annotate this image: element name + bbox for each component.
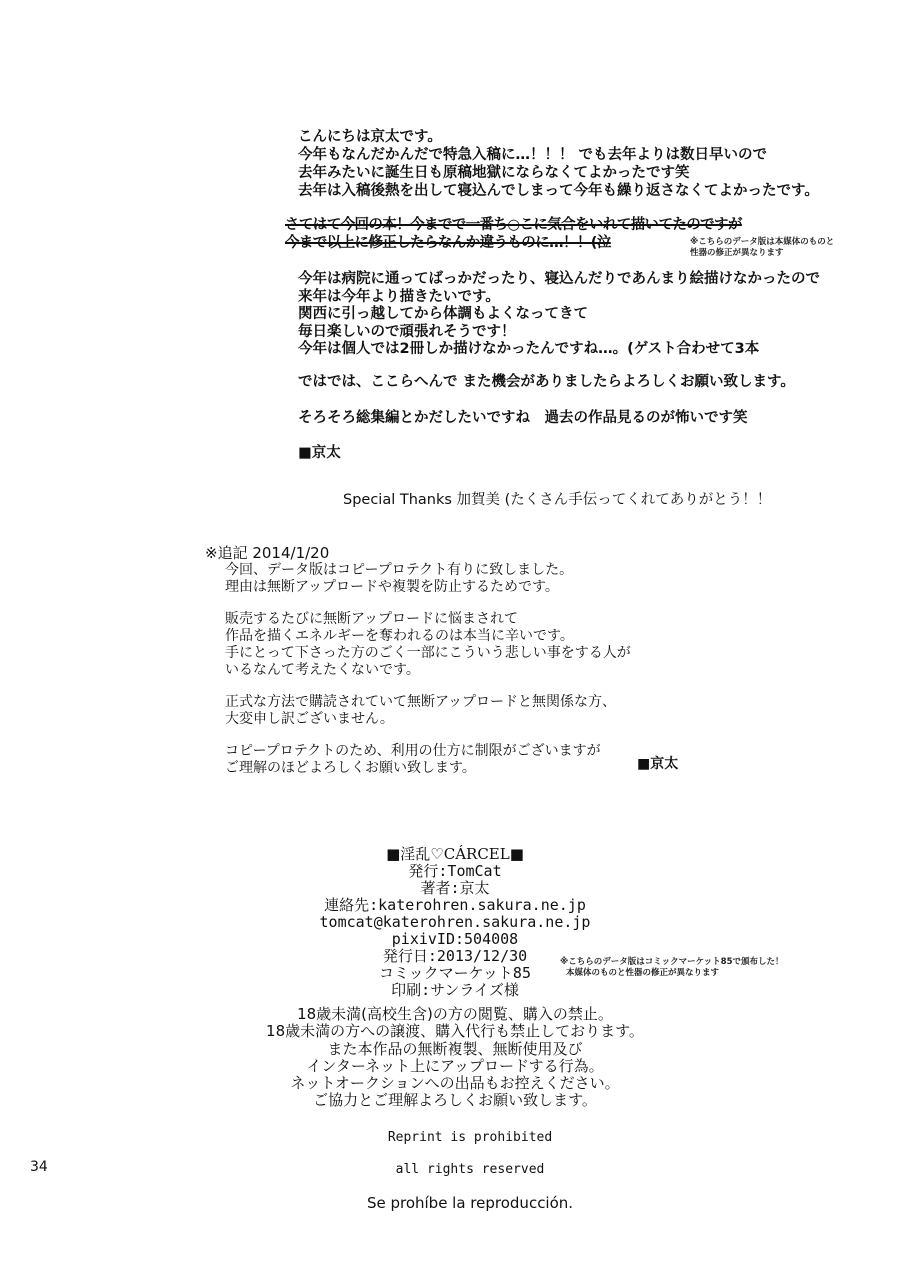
age-warning (200, 1006, 710, 1110)
closing-line: そろそろ総集編とかだしたいですね 過去の作品見るのが怖いです笑 (298, 410, 748, 426)
text-line: さてはて今回の本！今までで一番ち○こに気合をいれて描いてたのですが (285, 217, 742, 233)
text-line: ご理解のほどよろしくお願い致します。 (225, 760, 476, 776)
text-line: 関西に引っ越してから体調もよくなってきて (298, 306, 588, 322)
colophon-line: tomcat@katerohren.sakura.ne.jp (319, 913, 591, 931)
note-line: ※こちらのデータ版は本媒体のものと (690, 237, 835, 247)
text-line: コピープロテクトのため、利用の仕方に制限がございますが (225, 743, 601, 759)
text-line: こんにちは京太です。 (298, 129, 442, 145)
page-number: 34 (30, 1159, 48, 1175)
colophon-line: 発行日:2013/12/30 (382, 947, 528, 965)
text-line: 大変申し訳ございません。 (225, 711, 394, 727)
warning-line: 18歳未満の方への譲渡、購入代行も禁止しております。 (266, 1022, 644, 1041)
colophon-line: 著者:京太 (420, 879, 490, 897)
afterword-intro (298, 128, 819, 200)
text-line: 毎日楽しいので頑張れそうです！ (298, 323, 516, 340)
warning-line: また本作品の無断複製、無断使用及び (327, 1039, 583, 1058)
afterword-body (298, 271, 820, 462)
text-line: 今年は病院に通ってばっかだったり、寝込んだりであんまり絵描けなかったので (298, 271, 820, 287)
note-line: 性器の修正が異なります (690, 248, 784, 258)
colophon-line: 印刷:サンライズ様 (391, 981, 519, 999)
text-line: 来年は今年より描きたいです。 (298, 288, 500, 305)
text-line: 作品を描くエネルギーを奪われるのは本当に辛いです。 (225, 628, 574, 644)
note-line: 本媒体のものと性器の修正が異なります (566, 968, 720, 978)
closing-line: ではでは、ここらへんで また機会がありましたらよろしくお願い致します。 (298, 373, 795, 390)
warning-line: 18歳未満(高校生含)の方の閲覧、購入の禁止。 (297, 1005, 613, 1023)
text-line: 今回、データ版はコピープロテクト有りに致しました。 (225, 562, 574, 578)
text-line: 去年は入稿後熱を出して寝込んでしまって今年も繰り返さなくてよかったです。 (298, 183, 819, 199)
colophon-line: pixivID:504008 (391, 930, 519, 948)
text-line: いるなんて考えたくないです。 (225, 662, 420, 678)
postscript-signature: ■京太 (637, 756, 679, 772)
colophon-note (560, 957, 784, 979)
special-thanks: Special Thanks 加賀美 (たくさん手伝ってくれてありがとう！！ (343, 492, 772, 508)
warning-line: ご協力とご理解よろしくお願い致します。 (313, 1091, 597, 1110)
postscript (205, 545, 631, 777)
text-line: 去年みたいに誕生日も原稿地獄にならなくてよかったです笑 (298, 165, 690, 181)
colophon-line: 発行:TomCat (408, 862, 502, 880)
signature: ■京太 (298, 444, 341, 461)
text-line: 理由は無断アップロードや複製を防止するためです。 (225, 579, 559, 595)
rights-notice: all rights reserved (395, 1162, 545, 1177)
postscript-header: ※追記 2014/1/20 (205, 544, 330, 562)
struck-text (285, 216, 742, 252)
book-title: ■淫乱♡CÁRCEL■ (386, 845, 524, 863)
reprint-notice: Reprint is prohibited (387, 1130, 553, 1145)
spanish-notice: Se prohíbe la reproducción. (366, 1194, 574, 1212)
text-line: 今年は個人では2冊しか描けなかったんですね…。(ゲスト合わせて3本 (298, 341, 760, 357)
text-line: 今まで以上に修正したらなんか違うものに…！！(泣 (285, 235, 611, 251)
text-line: 手にとって下さった方のごく一部にこういう悲しい事をする人が (225, 645, 631, 661)
censor-note (690, 237, 834, 259)
warning-line: ネットオークションへの出品もお控えください。 (290, 1074, 620, 1093)
text-line: 今年もなんだかんだで特急入稿に…！！！ でも去年よりは数日早いので (298, 147, 768, 163)
note-line: ※こちらのデータ版はコミックマーケット85で頒布した！ (560, 957, 784, 967)
colophon-line: コミックマーケット85 (378, 964, 531, 982)
text-line: 販売するたびに無断アップロードに悩まされて (225, 611, 519, 627)
colophon-line: 連絡先:katerohren.sakura.ne.jp (324, 896, 586, 914)
warning-line: インターネット上にアップロードする行為。 (306, 1056, 604, 1075)
text-line: 正式な方法で購読されていて無断アップロードと無関係な方、 (225, 694, 617, 710)
